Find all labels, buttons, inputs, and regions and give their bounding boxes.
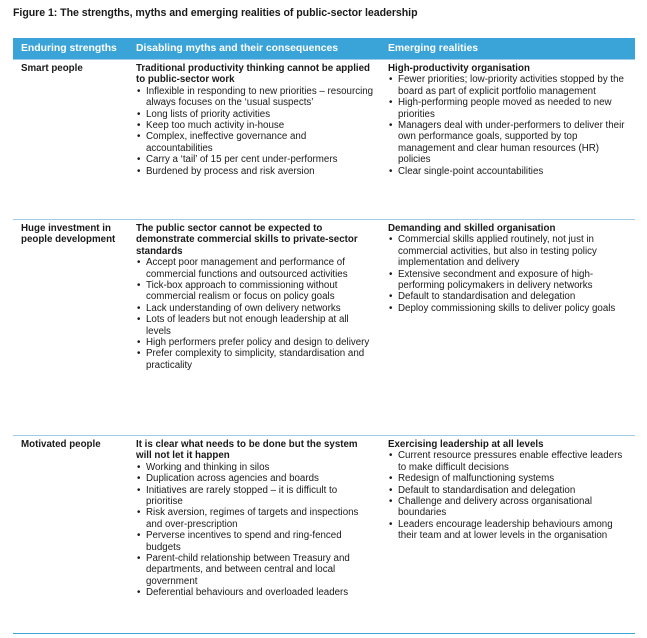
list-item: • Lack understanding of own delivery networks xyxy=(136,303,374,314)
leadership-table xyxy=(13,38,635,634)
list-item: • Commercial skills applied routinely, not just in commercial activities, but also in testing policy implementation and delivery xyxy=(388,234,629,268)
list-item: • High performers prefer policy and design to delivery xyxy=(136,337,374,348)
list-item: • Risk aversion, regimes of targets and inspections and over-prescription xyxy=(136,507,374,530)
list-item: • Working and thinking in silos xyxy=(136,462,374,473)
list-item: • Default to standardisation and delegation xyxy=(388,485,629,496)
list-item: • Keep too much activity in-house xyxy=(136,120,374,131)
list-item: • High-performing people moved as needed to new priorities xyxy=(388,97,629,120)
list-item: • Burdened by process and risk aversion xyxy=(136,166,374,177)
reality-cell xyxy=(380,220,635,436)
myth-cell xyxy=(128,220,380,436)
list-item: • Inflexible in responding to new priorities – resourcing always focuses on the ‘usual suspects’ xyxy=(136,86,374,109)
list-item: • Tick-box approach to commissioning without commercial realism or focus on policy goals xyxy=(136,280,374,303)
list-item: • Redesign of malfunctioning systems xyxy=(388,473,629,484)
reality-list xyxy=(388,74,629,177)
header-disabling-myths: Disabling myths and their consequences xyxy=(128,38,380,60)
table-row xyxy=(13,436,635,634)
list-item: • Perverse incentives to spend and ring-fenced budgets xyxy=(136,530,374,553)
myth-list xyxy=(136,86,374,177)
list-item: • Clear single-point accountabilities xyxy=(388,166,629,177)
list-item: • Complex, ineffective governance and accountabilities xyxy=(136,131,374,154)
table-row xyxy=(13,60,635,220)
header-row xyxy=(13,38,635,60)
list-item: • Carry a ‘tail’ of 15 per cent under-performers xyxy=(136,154,374,165)
list-item: • Challenge and delivery across organisational boundaries xyxy=(388,496,629,519)
list-item: • Prefer complexity to simplicity, standardisation and practicality xyxy=(136,348,374,371)
strength-cell: Smart people xyxy=(21,63,83,74)
header-enduring-strengths: Enduring strengths xyxy=(13,38,128,60)
strength-cell: Motivated people xyxy=(21,439,101,450)
list-item: • Fewer priorities; low-priority activities stopped by the board as part of explicit portfolio management xyxy=(388,74,629,97)
list-item: • Initiatives are rarely stopped – it is difficult to prioritise xyxy=(136,485,374,508)
list-item: • Parent-child relationship between Treasury and departments, and between central and local government xyxy=(136,553,374,587)
list-item: • Accept poor management and performance of commercial functions and outsourced activities xyxy=(136,257,374,280)
list-item: • Current resource pressures enable effective leaders to make difficult decisions xyxy=(388,450,629,473)
table-row xyxy=(13,220,635,436)
list-item: • Extensive secondment and exposure of high-performing policymakers in delivery networks xyxy=(388,269,629,292)
myth-list xyxy=(136,257,374,371)
myth-cell xyxy=(128,436,380,634)
list-item: • Deploy commissioning skills to deliver policy goals xyxy=(388,303,629,314)
myth-heading: Traditional productivity thinking cannot be applied to public-sector work xyxy=(136,63,371,86)
list-item: • Long lists of priority activities xyxy=(136,109,374,120)
myth-list xyxy=(136,462,374,599)
myth-heading: The public sector cannot be expected to demonstrate commercial skills to private-sector standards xyxy=(136,223,358,257)
reality-heading: High-productivity organisation xyxy=(388,63,530,74)
list-item: • Deferential behaviours and overloaded leaders xyxy=(136,587,374,598)
list-item: • Managers deal with under-performers to deliver their own performance goals, supported by top management and clear human resources (HR) policies xyxy=(388,120,629,166)
list-item: • Leaders encourage leadership behaviours among their team and at lower levels in the organisation xyxy=(388,519,629,542)
figure-title: Figure 1: The strengths, myths and emerging realities of public-sector leadership xyxy=(13,7,418,19)
list-item: • Duplication across agencies and boards xyxy=(136,473,374,484)
list-item: • Lots of leaders but not enough leadership at all levels xyxy=(136,314,374,337)
reality-list xyxy=(388,450,629,541)
myth-cell xyxy=(128,60,380,220)
reality-heading: Exercising leadership at all levels xyxy=(388,439,544,450)
list-item: • Default to standardisation and delegation xyxy=(388,291,629,302)
header-emerging-realities: Emerging realities xyxy=(380,38,635,60)
reality-heading: Demanding and skilled organisation xyxy=(388,223,556,234)
reality-cell xyxy=(380,436,635,634)
reality-cell xyxy=(380,60,635,220)
myth-heading: It is clear what needs to be done but the system will not let it happen xyxy=(136,439,358,462)
strength-cell: Huge investment in people development xyxy=(21,223,116,246)
reality-list xyxy=(388,234,629,314)
